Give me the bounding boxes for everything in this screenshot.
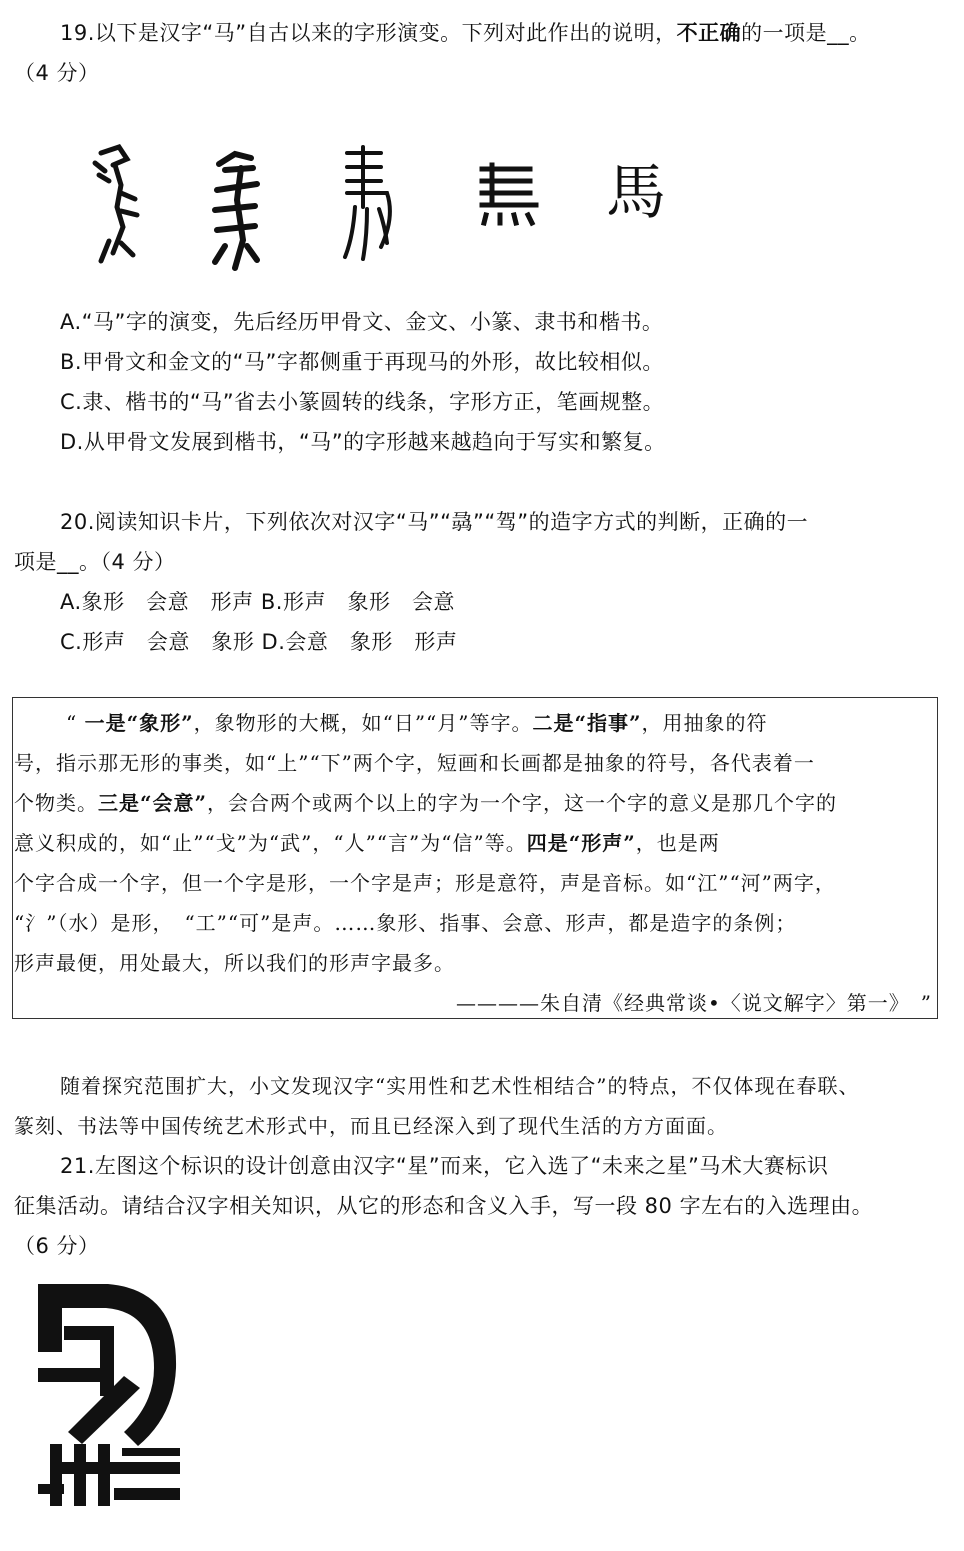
q20-options-row2 <box>60 629 457 655</box>
card-source: ————朱自清《经典常谈•〈说文解字〉第一》 ” <box>455 991 932 1015</box>
card-line-2: 号，指示那无形的事类，如“上”“下”两个字，短画和长画都是抽象的符号，各代表着一 <box>14 751 815 775</box>
card-line-1 <box>66 710 768 736</box>
regular-script-ma-glyph: 馬 <box>606 158 666 228</box>
xing-character-logo-drawing <box>28 1276 198 1526</box>
context-paragraph-line1: 随着探究范围扩大，小文发现汉字“实用性和艺术性相结合”的特点，不仅体现在春联、 <box>60 1074 860 1098</box>
context-paragraph-line2: 篆刻、书法等中国传统艺术形式中，而且已经深入到了现代生活的方方面面。 <box>14 1114 728 1138</box>
card-text: 意义积成的，如“止”“戈”为“武”，“人”“言”为“信”等。 <box>14 831 527 855</box>
q20-option-a[interactable]: A.象形 会意 形声 <box>60 590 254 614</box>
q21-score: （6 分） <box>14 1234 100 1258</box>
clerical-ma-glyph <box>482 165 536 223</box>
card-line-5: 个字合成一个字，但一个字是形，一个字是声；形是意符，声是音标。如“江”“河”两字， <box>14 871 836 895</box>
card-term-zhishi: 二是“指事” <box>532 711 642 735</box>
card-text: ，会合两个或两个以上的字为一个字，这一个字的意义是那几个字的 <box>207 791 838 815</box>
q19-stem-line1 <box>60 20 871 46</box>
card-term-xiangxing: 一是“象形” <box>84 711 194 735</box>
card-text: ，象物形的大概，如“日”“月”等字。 <box>193 711 533 735</box>
q20-options-row1 <box>60 589 455 615</box>
card-text: 个物类。 <box>14 791 98 815</box>
bronze-ma-glyph <box>215 154 257 268</box>
ma-glyph-evolution-drawing <box>16 95 736 285</box>
card-text: ，用抽象的符 <box>641 711 768 735</box>
card-line-7: 形声最便，用处最大，所以我们的形声字最多。 <box>14 951 455 975</box>
q19-stem-tail: 的一项是__。 <box>741 21 871 45</box>
card-line-4 <box>14 830 720 856</box>
q19-option-a[interactable]: A.“马”字的演变，先后经历甲骨文、金文、小篆、隶书和楷书。 <box>60 310 664 334</box>
future-star-logo <box>28 1276 198 1526</box>
q20-option-d[interactable]: D.会意 象形 形声 <box>261 630 458 654</box>
oracle-bone-ma-glyph <box>95 147 137 261</box>
small-seal-ma-glyph <box>345 147 390 259</box>
card-text: ，也是两 <box>635 831 720 855</box>
q19-stem-emphasis: 不正确 <box>676 21 742 45</box>
card-term-xingsheng: 四是“形声” <box>526 831 636 855</box>
q20-option-c[interactable]: C.形声 会意 象形 <box>60 630 255 654</box>
card-term-huiyi: 三是“会意” <box>98 791 208 815</box>
q19-score: （4 分） <box>14 61 100 85</box>
q19-option-b[interactable]: B.甲骨文和金文的“马”字都侧重于再现马的外形，故比较相似。 <box>60 350 664 374</box>
q20-stem-line1: 20.阅读知识卡片，下列依次对汉字“马”“骉”“驾”的造字方式的判断，正确的一 <box>60 510 809 534</box>
card-open-quote: “ <box>66 711 85 735</box>
q21-stem-line1: 21.左图这个标识的设计创意由汉字“星”而来，它入选了“未来之星”马术大赛标识 <box>60 1154 829 1178</box>
q20-stem-line2: 项是__。（4 分） <box>14 550 176 574</box>
ma-glyph-evolution-figure <box>16 95 736 285</box>
q20-option-b[interactable]: B.形声 象形 会意 <box>260 590 455 614</box>
q21-stem-line2: 征集活动。请结合汉字相关知识，从它的形态和含义入手，写一段 80 字左右的入选理由。 <box>14 1194 874 1218</box>
q19-option-c[interactable]: C.隶、楷书的“马”省去小篆圆转的线条，字形方正，笔画规整。 <box>60 390 665 414</box>
q19-stem-text: 19.以下是汉字“马”自古以来的字形演变。下列对此作出的说明， <box>60 21 677 45</box>
card-line-6: “氵”（水）是形， “工”“可”是声。……象形、指事、会意、形声，都是造字的条例； <box>14 911 797 935</box>
card-line-3 <box>14 790 837 816</box>
q19-option-d[interactable]: D.从甲骨文发展到楷书，“马”的字形越来越趋向于写实和繁复。 <box>60 430 666 454</box>
